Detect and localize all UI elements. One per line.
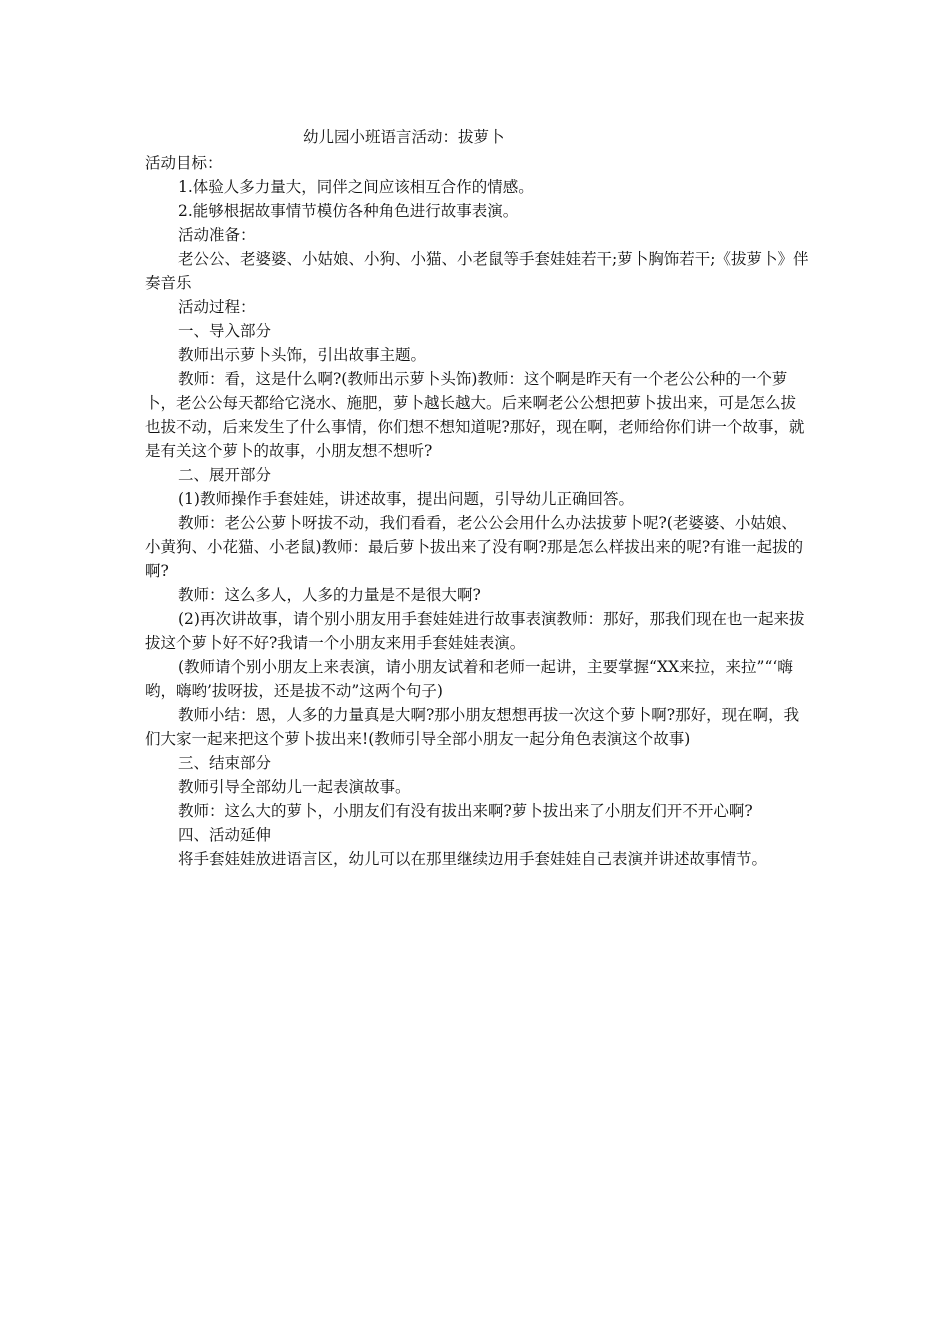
paragraph-section-4-body: 将手套娃娃放进语言区，幼儿可以在那里继续边用手套娃娃自己表演并讲述故事情节。 (178, 850, 768, 868)
paragraph-section-2-dialogue-1: 教师：老公公萝卜呀拔不动，我们看看，老公公会用什么办法拔萝卜呢?(老婆婆、小姑娘、小黄狗、小花猫、小老鼠)教师：最后萝卜拔出来了没有啊?那是怎么样拔出来的呢?有谁一起拔的啊? (145, 514, 804, 580)
paragraph-section-2-note: (教师请个别小朋友上来表演，请小朋友试着和老师一起讲，主要掌握“XX来拉，来拉”“‘嗨哟，嗨哟’拔呀拔，还是拔不动”这两个句子) (145, 658, 793, 700)
paragraph-section-3-intro: 教师引导全部幼儿一起表演故事。 (178, 778, 411, 796)
paragraph-section-2-dialogue-2: 教师：这么多人，人多的力量是不是很大啊? (178, 586, 481, 604)
paragraph-section-1-intro: 教师出示萝卜头饰，引出故事主题。 (178, 346, 427, 364)
paragraph-section-2-heading: 二、展开部分 (178, 466, 272, 484)
paragraph-section-1-heading: 一、导入部分 (178, 322, 272, 340)
paragraph-preparation: 老公公、老婆婆、小姑娘、小狗、小猫、小老鼠等手套娃娃若干;萝卜胸饰若干;《拔萝卜》伴奏音乐 (145, 250, 809, 292)
paragraph-section-3-dialogue: 教师：这么大的萝卜，小朋友们有没有拔出来啊?萝卜拔出来了小朋友们开不开心啊? (178, 802, 753, 820)
paragraph-section-2-step-2: (2)再次讲故事，请个别小朋友用手套娃娃进行故事表演教师：那好，那我们现在也一起来拔拔这个萝卜好不好?我请一个小朋友来用手套娃娃表演。 (145, 610, 805, 652)
paragraph-process-heading: 活动过程： (178, 298, 256, 316)
document-title: 幼儿园小班语言活动：拔萝卜 (303, 128, 505, 146)
paragraph-section-1-dialogue: 教师：看，这是什么啊?(教师出示萝卜头饰)教师：这个啊是昨天有一个老公公种的一个萝卜，老公公每天都给它浇水、施肥，萝卜越长越大。后来啊老公公想把萝卜拔出来，可是怎么拔也拔不动，后来发生了什么事情，你们想不想知道呢?那好，现在啊，老师给你们讲一个故事，就是有关这个萝卜的故事，小朋友想不想听? (145, 370, 805, 460)
paragraph-objective-2: 2.能够根据故事情节模仿各种角色进行故事表演。 (178, 202, 519, 220)
paragraph-objective-1: 1.体验人多力量大，同伴之间应该相互合作的情感。 (178, 178, 534, 196)
paragraph-section-2-step-1: (1)教师操作手套娃娃，讲述故事，提出问题，引导幼儿正确回答。 (178, 490, 634, 508)
paragraph-preparation-heading: 活动准备： (178, 226, 256, 244)
paragraph-section-4-heading: 四、活动延伸 (178, 826, 272, 844)
document-body (145, 125, 810, 871)
paragraph-objectives-heading: 活动目标： (145, 154, 223, 172)
paragraph-section-2-summary: 教师小结：恩，人多的力量真是大啊?那小朋友想想再拔一次这个萝卜啊?那好，现在啊，我们大家一起来把这个萝卜拔出来!(教师引导全部小朋友一起分角色表演这个故事) (145, 706, 800, 748)
paragraph-section-3-heading: 三、结束部分 (178, 754, 272, 772)
